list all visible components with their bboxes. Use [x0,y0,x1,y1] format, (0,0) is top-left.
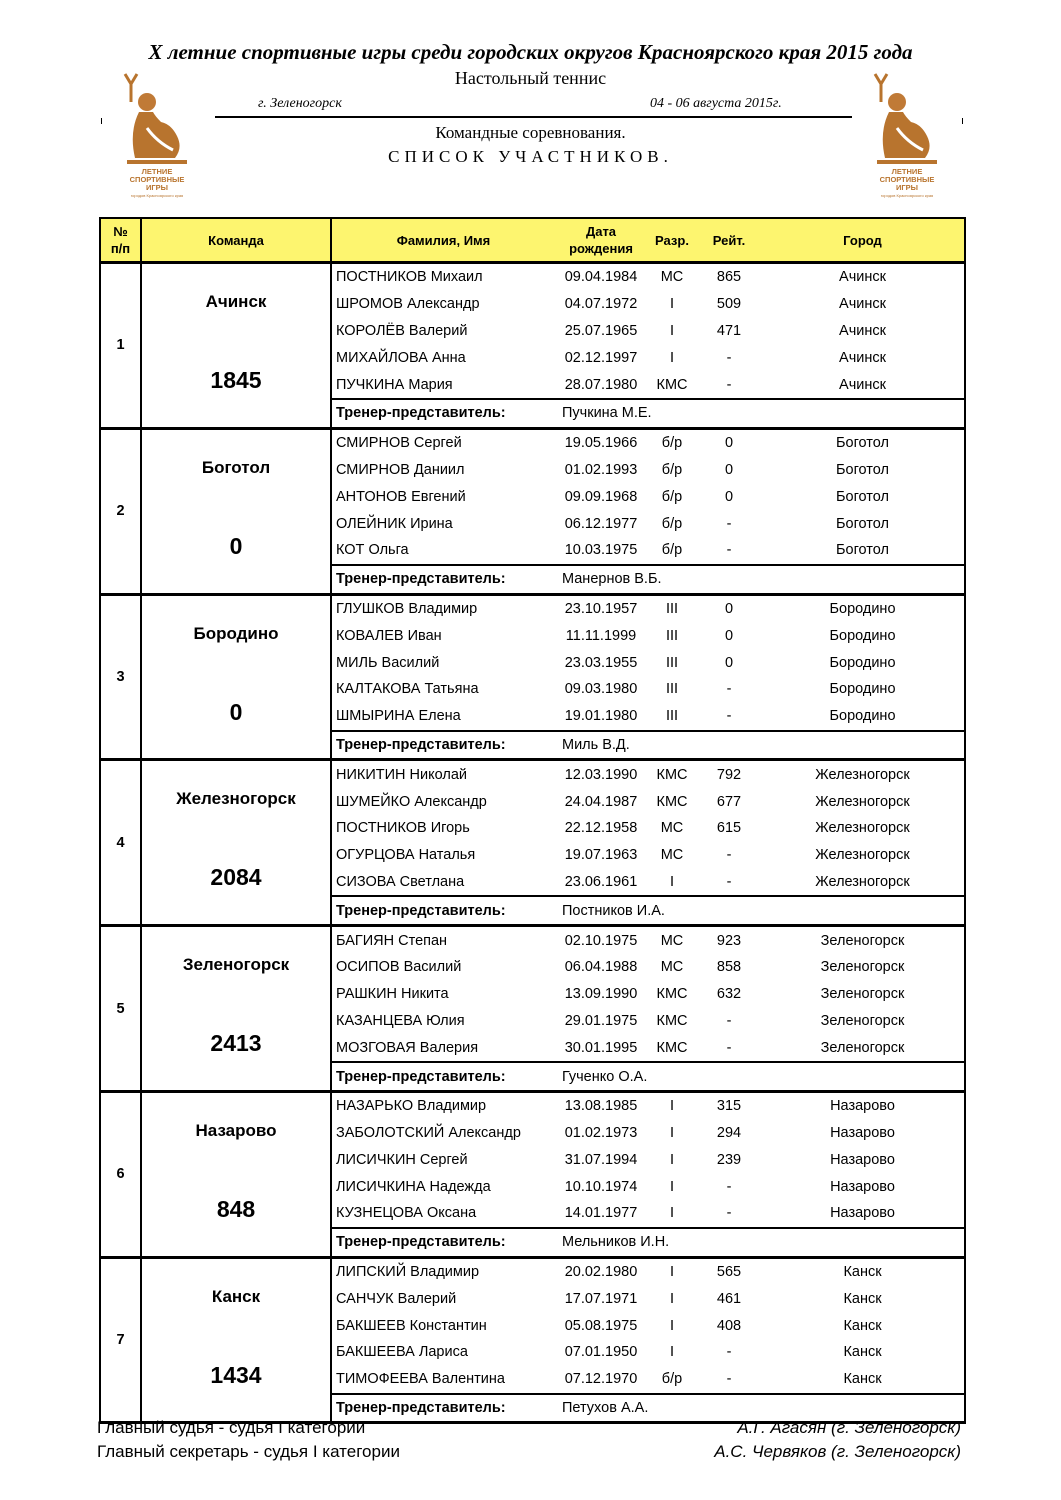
team-number: 4 [100,760,141,926]
player-row [100,1257,965,1285]
player-city: Зеленогорск [820,959,905,976]
coach-name: Гученко О.А. [555,1062,965,1091]
player-name: НИКИТИН Николай [336,766,467,783]
player-rating: 858 [716,959,742,976]
team-number: 7 [100,1257,141,1423]
player-city: Железногорск [815,847,910,864]
player-rating: - [726,349,732,366]
player-rating: 615 [716,820,742,837]
player-rating: - [726,1012,732,1029]
player-rating: 632 [716,986,742,1003]
player-rank: I [669,1151,675,1168]
player-city: Боготол [836,542,889,559]
player-name: ПУЧКИНА Мария [336,376,453,393]
player-name: ЛИСИЧКИНА Надежда [336,1178,491,1195]
team-rating: 0 [229,532,243,559]
player-birthdate: 30.01.1995 [564,1039,638,1056]
player-name: ШМЫРИНА Елена [336,708,461,725]
player-rank: III [665,708,679,725]
player-birthdate: 19.01.1980 [564,708,638,725]
header-name: Фамилия, Имя [331,218,555,263]
player-birthdate: 01.02.1973 [564,1125,638,1142]
player-rating: 0 [724,600,734,617]
player-rating: - [726,847,732,864]
player-rank: III [665,627,679,644]
coach-name: Мельников И.Н. [555,1228,965,1257]
player-name: РАШКИН Никита [336,986,449,1003]
team-rating: 1845 [210,367,262,393]
header-city: Город [761,218,965,263]
player-rating: - [726,708,732,725]
player-rating: 509 [716,296,742,313]
player-rating: 0 [724,627,734,644]
player-rating: 294 [716,1125,742,1142]
player-birthdate: 13.09.1990 [564,986,638,1003]
team-cell [141,926,331,1092]
player-city: Канск [843,1344,882,1361]
team-name: Зеленогорск [182,955,290,975]
team-cell [141,1257,331,1423]
player-city: Боготол [836,461,889,478]
team-cell [141,594,331,760]
player-birthdate: 09.03.1980 [564,681,638,698]
coach-name: Пучкина М.Е. [555,399,965,428]
player-rank: I [669,1290,675,1307]
player-rank: б/р [661,461,683,478]
coach-name: Манернов В.Б. [555,565,965,594]
player-name: ОЛЕЙНИК Ирина [336,515,453,532]
team-rating: 0 [229,698,243,725]
player-birthdate: 12.03.1990 [564,766,638,783]
logo-line-1: ЛЕТНИЕ [891,167,923,176]
player-birthdate: 14.01.1977 [564,1205,638,1222]
player-birthdate: 22.12.1958 [564,820,638,837]
player-city: Бородино [829,681,896,698]
header-team: Команда [141,218,331,263]
player-rating: 239 [716,1151,742,1168]
player-rating: 0 [724,461,734,478]
player-rating: 565 [716,1264,742,1281]
player-birthdate: 20.02.1980 [564,1264,638,1281]
player-birthdate: 04.07.1972 [564,296,638,313]
logo-line-3: ИГРЫ [896,183,918,192]
player-name: ТИМОФЕЕВА Валентина [336,1371,505,1388]
coach-name: Петухов А.А. [555,1394,965,1423]
player-city: Бородино [829,600,896,617]
player-city: Боготол [836,435,889,452]
player-city: Железногорск [815,766,910,783]
player-name: АНТОНОВ Евгений [336,488,466,505]
player-row [100,263,965,291]
player-birthdate: 01.02.1993 [564,461,638,478]
player-rating: - [726,873,732,890]
venue-text: г. Зеленогорск [258,96,342,111]
coach-label: Тренер-представитель: [331,896,555,925]
player-birthdate: 25.07.1965 [564,322,638,339]
player-city: Ачинск [839,322,886,339]
player-name: НАЗАРЬКО Владимир [336,1098,487,1115]
player-name: КОРОЛЁВ Валерий [336,322,468,339]
player-city: Боготол [836,515,889,532]
participants-table [99,217,966,1424]
player-name: ГЛУШКОВ Владимир [336,600,478,617]
player-rank: I [669,296,675,313]
torch-figure-icon [117,72,197,168]
player-rating: - [726,1344,732,1361]
player-rank: I [669,322,675,339]
player-city: Зеленогорск [820,986,905,1003]
player-city: Назарово [830,1151,895,1168]
player-rank: III [665,600,679,617]
player-name: САНЧУК Валерий [336,1290,457,1307]
player-name: БАГИЯН Степан [336,932,448,949]
coach-label: Тренер-представитель: [331,1394,555,1423]
player-birthdate: 23.06.1961 [564,873,638,890]
header-rating: Рейт. [697,218,761,263]
player-rating: - [726,1178,732,1195]
player-birthdate: 17.07.1971 [564,1290,638,1307]
player-city: Канск [843,1371,882,1388]
player-birthdate: 10.10.1974 [564,1178,638,1195]
player-name: СМИРНОВ Сергей [336,435,462,452]
team-number: 3 [100,594,141,760]
team-cell [141,263,331,429]
player-rating: 461 [716,1290,742,1307]
player-city: Ачинск [839,296,886,313]
player-birthdate: 06.04.1988 [564,959,638,976]
player-city: Канск [843,1290,882,1307]
player-rank: КМС [656,1039,688,1056]
coach-label: Тренер-представитель: [331,399,555,428]
team-name: Канск [211,1286,261,1306]
secretary-role: Главный секретарь - судья I категории [97,1442,400,1461]
secretary-name: А.С. Червяков (г. Зеленогорск) [714,1442,961,1461]
torch-figure-icon [867,72,947,168]
player-rank: КМС [656,1012,688,1029]
player-name: КОТ Ольга [336,542,409,559]
player-city: Назарово [830,1125,895,1142]
header-num: № п/п [100,218,141,263]
player-rank: I [669,1178,675,1195]
logo-line-2: СПОРТИВНЫЕ [879,175,935,184]
player-city: Зеленогорск [820,1012,905,1029]
player-rating: - [726,515,732,532]
list-title: СПИСОК УЧАСТНИКОВ. [388,147,673,166]
team-name: Боготол [201,457,271,477]
team-name: Назарово [195,1120,277,1140]
player-rank: КМС [656,793,688,810]
player-rank: МС [660,932,684,949]
player-city: Ачинск [839,376,886,393]
coach-name: Постников И.А. [555,896,965,925]
player-name: ЛИПСКИЙ Владимир [336,1264,480,1281]
team-number: 5 [100,926,141,1092]
player-rating: 0 [724,654,734,671]
player-birthdate: 10.03.1975 [564,542,638,559]
player-row [100,594,965,622]
player-city: Бородино [829,627,896,644]
team-cell [141,428,331,594]
player-rank: I [669,1205,675,1222]
player-city: Ачинск [839,349,886,366]
player-birthdate: 07.01.1950 [564,1344,638,1361]
player-birthdate: 02.12.1997 [564,349,638,366]
player-rank: I [669,349,675,366]
player-rank: б/р [661,542,683,559]
coach-label: Тренер-представитель: [331,731,555,760]
document-subtitle: Настольный теннис [454,68,607,88]
player-name: БАКШЕЕВ Константин [336,1317,487,1334]
player-rank: КМС [656,376,688,393]
player-rank: б/р [661,488,683,505]
player-birthdate: 24.04.1987 [564,793,638,810]
player-birthdate: 19.07.1963 [564,847,638,864]
player-rating: - [726,1205,732,1222]
logo-small-text: городов Красноярского края [130,193,184,198]
player-birthdate: 31.07.1994 [564,1151,638,1168]
player-name: ПОСТНИКОВ Михаил [336,269,483,286]
player-rank: б/р [661,515,683,532]
player-birthdate: 13.08.1985 [564,1098,638,1115]
player-name: ОСИПОВ Василий [336,959,462,976]
team-number: 1 [100,263,141,429]
player-city: Железногорск [815,793,910,810]
player-birthdate: 23.03.1955 [564,654,638,671]
player-rank: I [669,1098,675,1115]
games-logo-left [117,72,197,200]
player-birthdate: 07.12.1970 [564,1371,638,1388]
table-header-row [100,218,965,263]
player-birthdate: 02.10.1975 [564,932,638,949]
header-dob: Дата рождения [555,218,647,263]
header-rule [215,116,852,118]
player-rating: 0 [724,435,734,452]
player-name: ШРОМОВ Александр [336,296,480,313]
player-city: Железногорск [815,873,910,890]
player-row [100,760,965,788]
player-rank: КМС [656,986,688,1003]
player-city: Ачинск [839,269,886,286]
player-city: Зеленогорск [820,1039,905,1056]
player-name: КАЛТАКОВА Татьяна [336,681,479,698]
player-rating: 0 [724,488,734,505]
player-rating: - [726,1371,732,1388]
player-name: МИХАЙЛОВА Анна [336,349,466,366]
player-rank: I [669,873,675,890]
player-rank: МС [660,269,684,286]
player-city: Назарово [830,1098,895,1115]
player-rating: - [726,681,732,698]
player-row [100,428,965,456]
player-rank: I [669,1344,675,1361]
team-cell [141,1091,331,1257]
player-rating: - [726,376,732,393]
player-birthdate: 05.08.1975 [564,1317,638,1334]
player-rating: - [726,1039,732,1056]
player-rank: б/р [661,435,683,452]
team-rating: 848 [216,1195,256,1222]
player-city: Назарово [830,1205,895,1222]
player-name: КОВАЛЕВ Иван [336,627,442,644]
player-rank: III [665,681,679,698]
player-name: ШУМЕЙКО Александр [336,793,487,810]
team-rating: 1434 [210,1361,262,1388]
player-city: Бородино [829,708,896,725]
judge-name: А.Г. Агасян (г. Зеленогорск) [737,1418,961,1437]
player-name: МИЛЬ Василий [336,654,440,671]
player-birthdate: 06.12.1977 [564,515,638,532]
coach-label: Тренер-представитель: [331,1062,555,1091]
player-birthdate: 29.01.1975 [564,1012,638,1029]
player-name: ОГУРЦОВА Наталья [336,847,476,864]
logo-line-1: ЛЕТНИЕ [141,167,173,176]
player-rating: 792 [716,766,742,783]
player-city: Боготол [836,488,889,505]
player-birthdate: 09.09.1968 [564,488,638,505]
player-city: Канск [843,1264,882,1281]
player-rating: 865 [716,269,742,286]
player-name: ПОСТНИКОВ Игорь [336,820,470,837]
team-number: 2 [100,428,141,594]
player-name: МОЗГОВАЯ Валерия [336,1039,479,1056]
logo-line-3: ИГРЫ [146,183,168,192]
coach-label: Тренер-представитель: [331,1228,555,1257]
player-rank: МС [660,820,684,837]
team-name: Железногорск [176,789,296,809]
player-rank: МС [660,959,684,976]
team-rating: 2084 [210,864,262,891]
player-rank: I [669,1317,675,1334]
player-birthdate: 23.10.1957 [564,600,638,617]
document-title: X летние спортивные игры среди городских округов Красноярского края 2015 года [148,40,913,64]
player-name: ЗАБОЛОТСКИЙ Александр [336,1125,521,1142]
player-city: Канск [843,1317,882,1334]
player-name: СИЗОВА Светлана [336,873,465,890]
team-number: 6 [100,1091,141,1257]
player-rating: 677 [716,793,742,810]
logo-line-2: СПОРТИВНЫЕ [129,175,185,184]
player-rank: КМС [656,766,688,783]
player-city: Зеленогорск [820,932,905,949]
player-city: Назарово [830,1178,895,1195]
team-name: Ачинск [205,292,267,311]
player-rank: III [665,654,679,671]
player-rank: МС [660,847,684,864]
player-birthdate: 28.07.1980 [564,376,638,393]
player-birthdate: 11.11.1999 [565,627,637,644]
logo-small-text: городов Красноярского края [880,193,934,198]
player-rating: 923 [716,932,742,949]
coach-name: Миль В.Д. [555,731,965,760]
player-rating: 408 [716,1317,742,1334]
team-rating: 2413 [210,1030,262,1057]
competition-type: Командные соревнования. [435,123,626,142]
player-name: СМИРНОВ Даниил [336,461,465,478]
games-logo-right [867,72,947,200]
player-rank: б/р [661,1371,683,1388]
header-rank: Разр. [647,218,697,263]
coach-label: Тренер-представитель: [331,565,555,594]
team-name: Бородино [193,623,279,643]
player-rating: - [726,542,732,559]
player-name: ЛИСИЧКИН Сергей [336,1151,468,1168]
player-birthdate: 19.05.1966 [564,435,638,452]
player-birthdate: 09.04.1984 [564,269,638,286]
player-name: КУЗНЕЦОВА Оксана [336,1205,477,1222]
player-city: Бородино [829,654,896,671]
player-row [100,1091,965,1119]
player-rank: I [669,1264,675,1281]
player-rating: 471 [716,322,742,339]
player-name: КАЗАНЦЕВА Юлия [336,1012,465,1029]
team-cell [141,760,331,926]
player-city: Железногорск [815,820,910,837]
player-rank: I [669,1125,675,1142]
player-row [100,926,965,954]
judge-role: Главный судья - судья I категории [97,1418,366,1437]
player-rating: 315 [716,1098,742,1115]
dates-text: 04 - 06 августа 2015г. [650,96,782,111]
player-name: БАКШЕЕВА Лариса [336,1344,468,1361]
